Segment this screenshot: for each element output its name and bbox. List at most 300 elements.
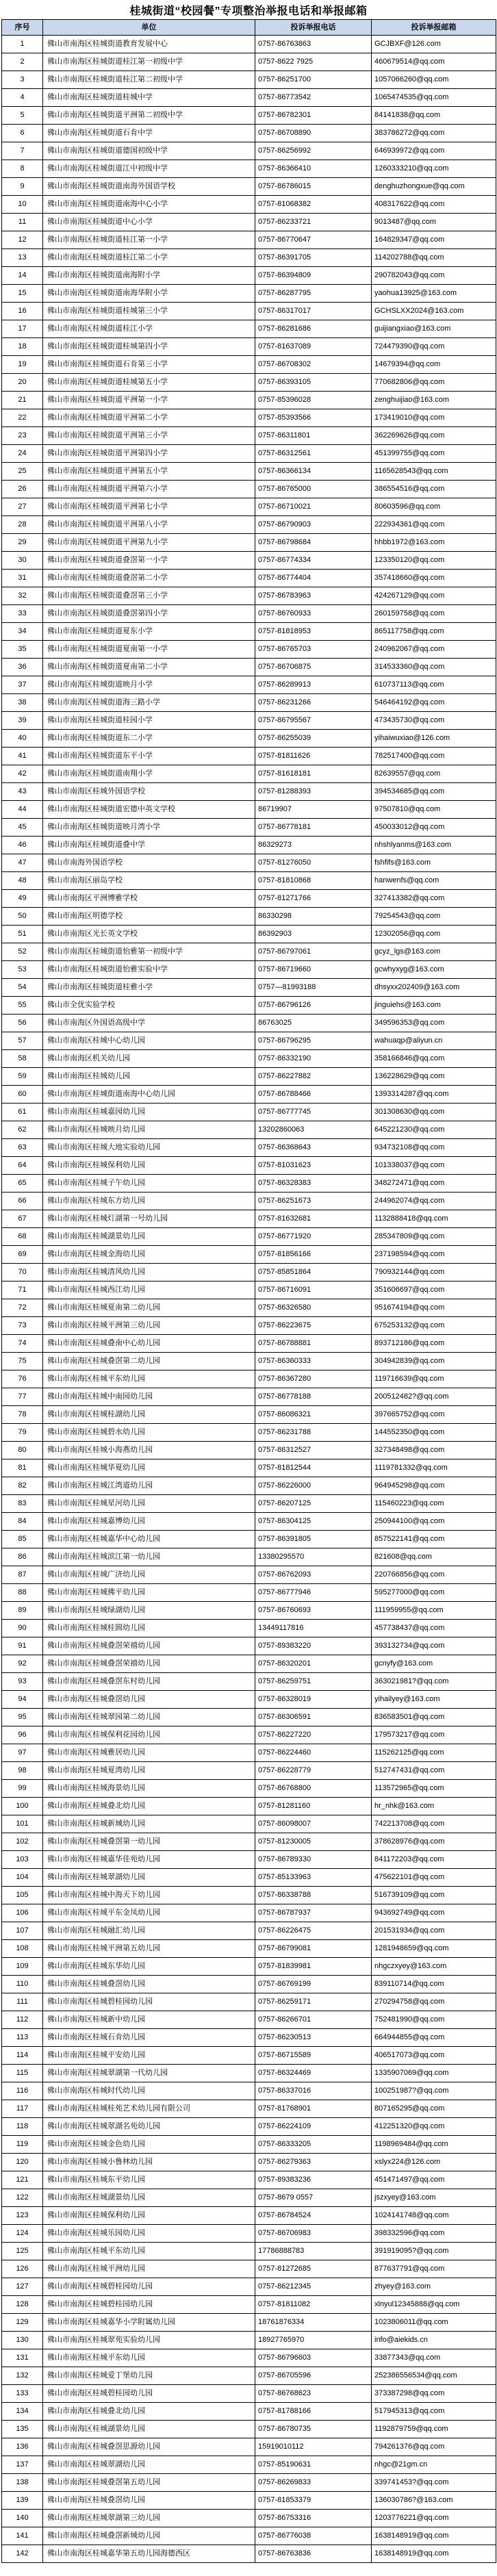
report-email[interactable]: 386554516@qq.com: [372, 481, 496, 498]
report-phone: 0757-86279363: [255, 2154, 372, 2171]
row-number: 96: [2, 1726, 43, 1744]
unit-name: 佛山市南海区桂城街道桂江第一小学: [43, 231, 255, 249]
row-number: 28: [2, 516, 43, 534]
unit-name: 佛山市南海区桂城平东幼儿园: [43, 1370, 255, 1388]
row-number: 34: [2, 623, 43, 641]
report-email[interactable]: 80603596@qq.com: [372, 498, 496, 516]
unit-name: 佛山市南海区桂城街道南海中心小学: [43, 196, 255, 214]
report-email[interactable]: 1203776221@qq.com: [372, 2510, 496, 2527]
report-email[interactable]: 964945298@qq.com: [372, 1477, 496, 1495]
report-email[interactable]: 951674194@qq.com: [372, 1299, 496, 1317]
report-phone: 86763025: [255, 1015, 372, 1032]
row-number: 59: [2, 1068, 43, 1086]
report-email[interactable]: 252386556534@qq.com: [372, 2367, 496, 2385]
report-phone: 0757-86224460: [255, 1744, 372, 1762]
table-row: [2, 1709, 496, 1726]
report-email[interactable]: 144552350@qq.com: [372, 1424, 496, 1442]
report-email[interactable]: 893712186@qq.com: [372, 1335, 496, 1353]
row-number: 67: [2, 1210, 43, 1228]
unit-name: 佛山市南海区桂城街道桂城第三小学: [43, 303, 255, 320]
report-email[interactable]: 460679514@qq.com: [372, 53, 496, 71]
table-row: [2, 943, 496, 961]
report-email[interactable]: 943692749@qq.com: [372, 1904, 496, 1922]
report-email[interactable]: 1638148919@qq.com: [372, 2527, 496, 2545]
table-row: [2, 2154, 496, 2171]
unit-name: 佛山市南海区桂城平东幼儿园: [43, 2349, 255, 2367]
unit-name: 佛山市南海区桂城保利幼儿园: [43, 2207, 255, 2225]
report-email[interactable]: 113572965@qq.com: [372, 1780, 496, 1798]
report-email[interactable]: 457738437@qq.com: [372, 1620, 496, 1637]
report-email[interactable]: 260159758@qq.com: [372, 605, 496, 623]
report-email[interactable]: 473435730@qq.com: [372, 712, 496, 730]
unit-name: 佛山市南海区桂城湖景幼儿园: [43, 2189, 255, 2207]
table-row: [2, 2136, 496, 2154]
report-phone: 0757-86716091: [255, 1281, 372, 1299]
report-email[interactable]: 9013487@qq.com: [372, 214, 496, 231]
report-email[interactable]: 424267129@qq.com: [372, 587, 496, 605]
report-email[interactable]: 394534685@qq.com: [372, 783, 496, 801]
report-phone: 0757-86391805: [255, 1531, 372, 1548]
unit-name: 佛山市南海区桂城街道宏德中英文学校: [43, 801, 255, 819]
report-email[interactable]: 357418660@qq.com: [372, 570, 496, 587]
report-phone: 0757-81068382: [255, 196, 372, 214]
report-email[interactable]: 201531934@qq.com: [372, 1922, 496, 1940]
table-row: [2, 1566, 496, 1584]
report-email[interactable]: 1119781332@qq.com: [372, 1459, 496, 1477]
report-email[interactable]: 645221230@qq.com: [372, 1121, 496, 1139]
row-number: 138: [2, 2474, 43, 2492]
report-email[interactable]: 244962074@qq.com: [372, 1193, 496, 1210]
table-row: [2, 2545, 496, 2563]
row-number: 82: [2, 1477, 43, 1495]
report-phone: 0757-81812544: [255, 1459, 372, 1477]
report-email[interactable]: 237198594@qq.com: [372, 1246, 496, 1264]
report-email[interactable]: 1132888418@qq.com: [372, 1210, 496, 1228]
report-phone: 0757-86312561: [255, 445, 372, 463]
report-email[interactable]: 865117758@qq.com: [372, 623, 496, 641]
report-email[interactable]: 115460223@qq.com: [372, 1495, 496, 1513]
unit-name: 佛山市南海区桂城街道夏南第一小学: [43, 641, 255, 659]
report-email[interactable]: 512747431@qq.com: [372, 1762, 496, 1780]
unit-name: 佛山市南海区桂城翠园第二幼儿园: [43, 1709, 255, 1726]
report-email[interactable]: 101338037@qq.com: [372, 1157, 496, 1175]
table-row: [2, 1335, 496, 1353]
unit-name: 佛山市南海区桂城桂湖幼儿园: [43, 1406, 255, 1424]
report-email[interactable]: 136030786?@163.com: [372, 2492, 496, 2510]
report-email[interactable]: 1057066260@qq.com: [372, 71, 496, 89]
report-phone: 0757-86778188: [255, 1388, 372, 1406]
report-email[interactable]: 164829347@qq.com: [372, 231, 496, 249]
report-phone: 0757-86768623: [255, 2385, 372, 2403]
report-phone: 0757-86287795: [255, 285, 372, 303]
report-email[interactable]: 373387298@qq.com: [372, 2385, 496, 2403]
report-email[interactable]: 383786272@qq.com: [372, 125, 496, 142]
report-email[interactable]: denghuzhongxue@qq.com: [372, 178, 496, 196]
report-phone: 0757-86796126: [255, 997, 372, 1015]
unit-name: 佛山市南海区桂城嘉华第五幼儿园海德西区: [43, 2545, 255, 2563]
unit-name: 佛山市南海区桂城街道中心小学: [43, 214, 255, 231]
report-email[interactable]: 304942839@qq.com: [372, 1353, 496, 1370]
report-phone: 0757-86763863: [255, 36, 372, 53]
report-email[interactable]: 82639557@qq.com: [372, 765, 496, 783]
row-number: 108: [2, 1940, 43, 1958]
report-phone: 0757-86368643: [255, 1139, 372, 1157]
unit-name: 佛山市南海区桂城街道夏南第二小学: [43, 659, 255, 676]
report-phone: 0757-86763836: [255, 2545, 372, 2563]
report-email[interactable]: 516739109@qq.com: [372, 1887, 496, 1904]
report-email[interactable]: 285347809@qq.com: [372, 1228, 496, 1246]
report-email[interactable]: 301308630@qq.com: [372, 1104, 496, 1121]
report-email[interactable]: yaohua13925@163.com: [372, 285, 496, 303]
report-phone: 0757-86706983: [255, 2225, 372, 2243]
row-number: 68: [2, 1228, 43, 1246]
report-email[interactable]: 123350120@qq.com: [372, 552, 496, 570]
report-phone: 0757-86393105: [255, 374, 372, 392]
report-email[interactable]: 115262125@qq.com: [372, 1744, 496, 1762]
table-row: [2, 872, 496, 890]
report-phone: 0757-86228779: [255, 1762, 372, 1780]
row-number: 64: [2, 1157, 43, 1175]
table-row: [2, 659, 496, 676]
unit-name: 佛山市南海区桂城翠湖幼儿园: [43, 1869, 255, 1887]
report-email[interactable]: 517945313@qq.com: [372, 2403, 496, 2421]
report-phone: 0757-86771920: [255, 1228, 372, 1246]
report-email[interactable]: 363021981?@qq.com: [372, 1673, 496, 1691]
report-email[interactable]: 412251320@qq.com: [372, 2118, 496, 2136]
report-email[interactable]: nhshlyanms@163.com: [372, 837, 496, 854]
unit-name: 佛山市南海区桂城碧桂园幼儿园: [43, 2385, 255, 2403]
report-email[interactable]: 1192879759@qq.com: [372, 2421, 496, 2438]
table-row: [2, 1121, 496, 1139]
report-phone: 0757-86391705: [255, 249, 372, 267]
report-email[interactable]: gcyz_lgs@163.com: [372, 943, 496, 961]
row-number: 56: [2, 1015, 43, 1032]
report-email[interactable]: guijiangxiao@163.com: [372, 320, 496, 338]
report-email[interactable]: 807165295@qq.com: [372, 2100, 496, 2118]
report-phone: 0757-81637089: [255, 338, 372, 356]
table-row: [2, 1584, 496, 1602]
table-row: [2, 1139, 496, 1157]
unit-name: 佛山市南海区桂城街道平洲第九小学: [43, 534, 255, 552]
report-email[interactable]: 1638148919@qq.com: [372, 2545, 496, 2563]
row-number: 116: [2, 2082, 43, 2100]
report-email[interactable]: 934732108@qq.com: [372, 1139, 496, 1157]
table-row: [2, 2314, 496, 2332]
table-row: [2, 1922, 496, 1940]
report-email[interactable]: 327413382@qq.com: [372, 890, 496, 908]
report-email[interactable]: 327348498@qq.com: [372, 1442, 496, 1459]
report-email[interactable]: 782517400@qq.com: [372, 748, 496, 765]
report-phone: 0757-86337016: [255, 2082, 372, 2100]
contact-table: [1, 19, 496, 2563]
report-email[interactable]: 1335907069@qq.com: [372, 2065, 496, 2082]
unit-name: 佛山市南海区桂城叠滘幼儿园: [43, 1691, 255, 1709]
unit-name: 佛山市南海区桂城街道海三路小学: [43, 694, 255, 712]
table-row: [2, 2189, 496, 2207]
report-email[interactable]: 173419010@qq.com: [372, 409, 496, 427]
report-email[interactable]: 290782043@qq.com: [372, 267, 496, 285]
report-email[interactable]: 877637791@qq.com: [372, 2260, 496, 2278]
report-email[interactable]: 348272471@qq.com: [372, 1175, 496, 1193]
unit-name: 佛山市南海区桂城西江幼儿园: [43, 1281, 255, 1299]
report-email[interactable]: 250944100@qq.com: [372, 1513, 496, 1531]
report-email[interactable]: 836583501@qq.com: [372, 1709, 496, 1726]
report-email[interactable]: gcwhyxyg@163.com: [372, 961, 496, 979]
report-email[interactable]: yihailyey@163.com: [372, 1691, 496, 1709]
table-row: [2, 1050, 496, 1068]
report-phone: 0757-81810868: [255, 872, 372, 890]
report-phone: 13449117816: [255, 1620, 372, 1637]
report-email[interactable]: xlnyul12345888@qq.com: [372, 2296, 496, 2314]
report-email[interactable]: 270294758@qq.com: [372, 1993, 496, 2011]
report-email[interactable]: 100251987?@qq.com: [372, 2082, 496, 2100]
table-row: [2, 748, 496, 765]
report-email[interactable]: xslyx224@126.com: [372, 2154, 496, 2171]
table-row: [2, 1086, 496, 1104]
unit-name: 佛山市南海区桂城街道夏东小学: [43, 623, 255, 641]
report-email[interactable]: 821608@qq.com: [372, 1548, 496, 1566]
row-number: 20: [2, 374, 43, 392]
row-number: 139: [2, 2492, 43, 2510]
row-number: 52: [2, 943, 43, 961]
report-email[interactable]: 349596353@qq.com: [372, 1015, 496, 1032]
report-email[interactable]: fshfifs@163.com: [372, 854, 496, 872]
row-number: 140: [2, 2510, 43, 2527]
report-email[interactable]: 398332596@qq.com: [372, 2225, 496, 2243]
report-email[interactable]: 406517073@qq.com: [372, 2047, 496, 2065]
report-email[interactable]: 790932144@qq.com: [372, 1264, 496, 1281]
report-email[interactable]: 610737113@qq.com: [372, 676, 496, 694]
report-email[interactable]: hhbb1972@163.com: [372, 534, 496, 552]
report-email[interactable]: 200512482?@qq.com: [372, 1388, 496, 1406]
report-email[interactable]: 240962067@qq.com: [372, 641, 496, 659]
unit-name: 佛山市南海区机关幼儿园: [43, 1050, 255, 1068]
report-email[interactable]: 84141838@qq.com: [372, 107, 496, 125]
report-email[interactable]: 724479390@qq.com: [372, 338, 496, 356]
report-email[interactable]: dhsyxx202409@163.com: [372, 979, 496, 997]
row-number: 104: [2, 1869, 43, 1887]
table-row: [2, 587, 496, 605]
report-email[interactable]: jszxyey@163.com: [372, 2189, 496, 2207]
report-phone: 0757-86259171: [255, 1993, 372, 2011]
report-phone: 0757-86324469: [255, 2065, 372, 2082]
table-row: [2, 1655, 496, 1673]
table-row: [2, 516, 496, 534]
row-number: 33: [2, 605, 43, 623]
report-email[interactable]: 451471497@qq.com: [372, 2171, 496, 2189]
report-phone: 0757-86332190: [255, 1050, 372, 1068]
unit-name: 佛山市南海区桂城叠滘幼儿园: [43, 2492, 255, 2510]
report-email[interactable]: info@aiekids.cn: [372, 2332, 496, 2349]
unit-name: 佛山市南海区桂城街道桂江第二初级中学: [43, 71, 255, 89]
table-row: [2, 2225, 496, 2243]
report-email[interactable]: 1198969484@qq.com: [372, 2136, 496, 2154]
report-email[interactable]: 841172203@qq.com: [372, 1851, 496, 1869]
report-email[interactable]: 1260333210@qq.com: [372, 160, 496, 178]
row-number: 23: [2, 427, 43, 445]
table-row: [2, 1495, 496, 1513]
report-email[interactable]: 378628976@qq.com: [372, 1833, 496, 1851]
report-phone: 0757-81853379: [255, 2492, 372, 2510]
report-email[interactable]: 119716639@qq.com: [372, 1370, 496, 1388]
table-row: [2, 1548, 496, 1566]
report-email[interactable]: 546464192@qq.com: [372, 694, 496, 712]
report-email[interactable]: hanwenfs@qq.com: [372, 872, 496, 890]
row-number: 53: [2, 961, 43, 979]
report-email[interactable]: 646939972@qq.com: [372, 142, 496, 160]
report-phone: 0757-86774334: [255, 552, 372, 570]
table-row: [2, 36, 496, 53]
unit-name: 佛山市南海区桂城街道平洲第六小学: [43, 481, 255, 498]
report-email[interactable]: 839110714@qq.com: [372, 1976, 496, 1993]
report-email[interactable]: 362269626@qq.com: [372, 427, 496, 445]
report-phone: 0757-86227220: [255, 1726, 372, 1744]
unit-name: 佛山市南海区桂城夏湾幼儿园: [43, 1762, 255, 1780]
table-row: [2, 427, 496, 445]
report-email[interactable]: jinguiehs@163.com: [372, 997, 496, 1015]
report-phone: 15919010112: [255, 2438, 372, 2456]
table-row: [2, 1531, 496, 1548]
table-row: [2, 303, 496, 320]
table-row: [2, 1762, 496, 1780]
row-number: 29: [2, 534, 43, 552]
report-email[interactable]: 1165628543@qq.com: [372, 463, 496, 481]
report-email[interactable]: 475622101@qq.com: [372, 1869, 496, 1887]
report-phone: 0757-81276050: [255, 854, 372, 872]
report-email[interactable]: 1065474535@qq.com: [372, 89, 496, 107]
table-row: [2, 2065, 496, 2082]
report-email[interactable]: 742213708@qq.com: [372, 1815, 496, 1833]
report-email[interactable]: 220766856@qq.com: [372, 1566, 496, 1584]
report-email[interactable]: 397665752@qq.com: [372, 1406, 496, 1424]
report-email[interactable]: 675253132@qq.com: [372, 1317, 496, 1335]
unit-name: 佛山市南海区桂城翠苑实验幼儿园: [43, 2332, 255, 2349]
table-row: [2, 463, 496, 481]
report-email[interactable]: yihaiwuxiao@126.com: [372, 730, 496, 748]
report-email[interactable]: 794261376@qq.com: [372, 2438, 496, 2456]
report-email[interactable]: 136228629@qq.com: [372, 1068, 496, 1086]
report-email[interactable]: 664944855@qq.com: [372, 2029, 496, 2047]
report-email[interactable]: gcnyfy@163.com: [372, 1655, 496, 1673]
report-phone: 0757-85133963: [255, 1869, 372, 1887]
table-row: [2, 1904, 496, 1922]
report-email[interactable]: GCJBXF@126.com: [372, 36, 496, 53]
report-email[interactable]: 111959955@qq.com: [372, 1602, 496, 1620]
report-email[interactable]: 857522141@qq.com: [372, 1531, 496, 1548]
table-row: [2, 2332, 496, 2349]
report-email[interactable]: zhyey@163.com: [372, 2278, 496, 2296]
report-email[interactable]: 222934361@qq.com: [372, 516, 496, 534]
report-email[interactable]: 451399755@qq.com: [372, 445, 496, 463]
unit-name: 佛山市南海区平洲博雅学校: [43, 890, 255, 908]
row-number: 113: [2, 2029, 43, 2047]
report-email[interactable]: 314533360@qq.com: [372, 659, 496, 676]
row-number: 47: [2, 854, 43, 872]
report-email[interactable]: 1393314287@qq.com: [372, 1086, 496, 1104]
report-email[interactable]: 595277000@qq.com: [372, 1584, 496, 1602]
report-email[interactable]: 752481990@qq.com: [372, 2011, 496, 2029]
row-number: 84: [2, 1513, 43, 1531]
table-row: [2, 392, 496, 409]
report-email[interactable]: 114202788@qq.com: [372, 249, 496, 267]
table-row: [2, 552, 496, 570]
report-email[interactable]: 79254543@qq.com: [372, 908, 496, 926]
report-email[interactable]: 1023806011@qq.com: [372, 2314, 496, 2332]
report-email[interactable]: 450033012@qq.com: [372, 819, 496, 837]
report-phone: 0757-86798684: [255, 534, 372, 552]
table-row: [2, 1370, 496, 1388]
report-phone: 0757-81230005: [255, 1833, 372, 1851]
row-number: 93: [2, 1673, 43, 1691]
table-row: [2, 285, 496, 303]
report-email[interactable]: 358166846@qq.com: [372, 1050, 496, 1068]
report-email[interactable]: 408317622@qq.com: [372, 196, 496, 214]
row-number: 128: [2, 2296, 43, 2314]
report-email[interactable]: nhgczxyey@163.com: [372, 1958, 496, 1976]
report-email[interactable]: zenghuijiao@163.com: [372, 392, 496, 409]
unit-name: 佛山市南海区桂城街道德国初级中学: [43, 142, 255, 160]
row-number: 12: [2, 231, 43, 249]
report-email[interactable]: 33877343@qq.com: [372, 2349, 496, 2367]
row-number: 1: [2, 36, 43, 53]
row-number: 79: [2, 1424, 43, 1442]
table-row: [2, 534, 496, 552]
unit-name: 佛山市南海区桂城街道怡雅实验中学: [43, 961, 255, 979]
report-phone: 0757-86367280: [255, 1370, 372, 1388]
report-email[interactable]: 14679394@qq.com: [372, 356, 496, 374]
table-row: [2, 2527, 496, 2545]
row-number: 126: [2, 2260, 43, 2278]
table-row: [2, 2011, 496, 2029]
table-row: [2, 1869, 496, 1887]
report-phone: 0757-86790903: [255, 516, 372, 534]
row-number: 50: [2, 908, 43, 926]
row-number: 71: [2, 1281, 43, 1299]
report-email[interactable]: 1024141748@qq.com: [372, 2207, 496, 2225]
report-email[interactable]: nhgc@21gm.cn: [372, 2456, 496, 2474]
report-email[interactable]: 391919095?@qq.com: [372, 2243, 496, 2260]
report-email[interactable]: 179573217@qq.com: [372, 1726, 496, 1744]
table-row: [2, 1602, 496, 1620]
unit-name: 佛山市南海区桂城叠滘第一幼儿园: [43, 1833, 255, 1851]
report-phone: 0757-86223675: [255, 1317, 372, 1335]
page-title: 桂城街道“校园餐”专项整治举报电话和举报邮箱: [129, 5, 368, 17]
report-email[interactable]: wahuaqp@aliyun.cn: [372, 1032, 496, 1050]
unit-name: 佛山市南海区桂城融汇幼儿园: [43, 1922, 255, 1940]
report-email[interactable]: 97507810@qq.com: [372, 801, 496, 819]
unit-name: 佛山市南海区桂城翠湖幼儿园: [43, 2456, 255, 2474]
report-phone: 0757-8622 7925: [255, 53, 372, 71]
report-email[interactable]: 12302056@qq.com: [372, 926, 496, 943]
report-email[interactable]: 770682806@qq.com: [372, 374, 496, 392]
unit-name: 佛山市南海区桂城街道平洲第八小学: [43, 516, 255, 534]
report-email[interactable]: 339741453?@qq.com: [372, 2474, 496, 2492]
unit-name: 佛山市南海区桂城街道叠中学: [43, 837, 255, 854]
unit-name: 佛山市南海区桂城桂圆幼儿园: [43, 1620, 255, 1637]
report-phone: 0757-86770647: [255, 231, 372, 249]
report-phone: 0757-86366134: [255, 463, 372, 481]
row-number: 78: [2, 1406, 43, 1424]
report-email[interactable]: 351606697@qq.com: [372, 1281, 496, 1299]
unit-name: 佛山市南海区桂城街道叠滘第一小学: [43, 552, 255, 570]
report-phone: 0757-86281686: [255, 320, 372, 338]
unit-name: 佛山市南海区桂城街道平洲第二小学: [43, 409, 255, 427]
report-email[interactable]: hr_nhk@163.com: [372, 1798, 496, 1815]
unit-name: 佛山市南海区桂城街道南海外国语学校: [43, 178, 255, 196]
report-email[interactable]: 393132734@qq.com: [372, 1637, 496, 1655]
report-email[interactable]: GCHSLXX2024@163.com: [372, 303, 496, 320]
report-email[interactable]: 1281948659@qq.com: [372, 1940, 496, 1958]
